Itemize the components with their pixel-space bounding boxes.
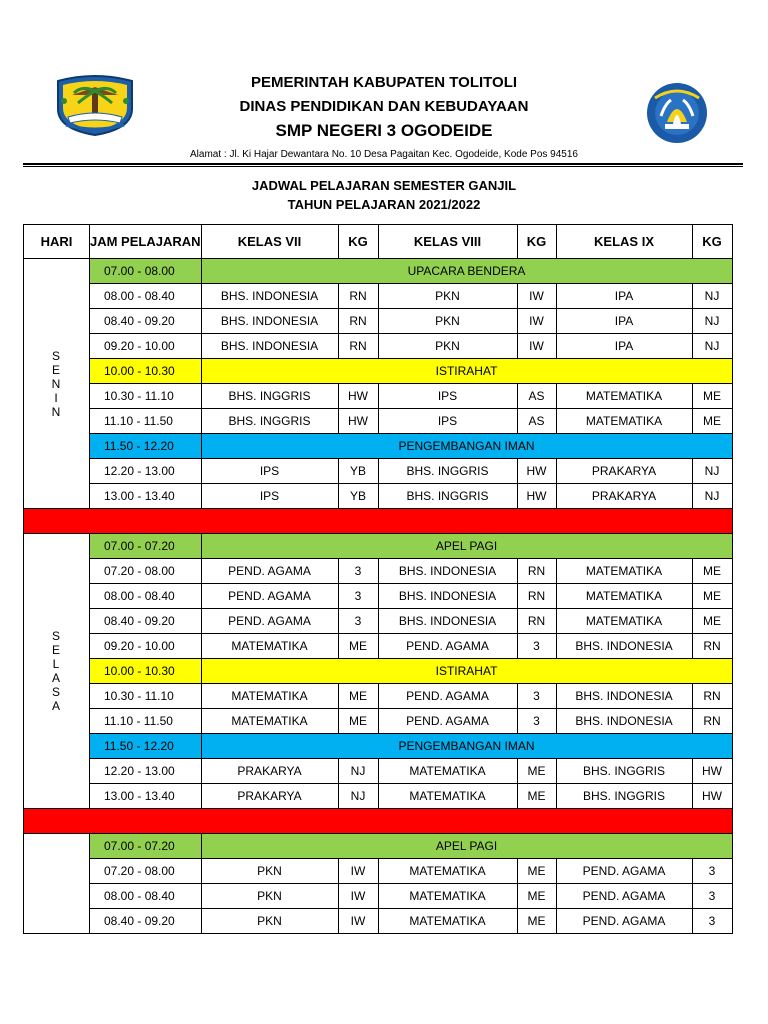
subject-cell: BHS. INGGRIS bbox=[556, 784, 692, 809]
subject-cell: MATEMATIKA bbox=[201, 684, 338, 709]
teacher-cell: RN bbox=[517, 584, 556, 609]
time-cell: 10.30 - 11.10 bbox=[90, 684, 202, 709]
time-cell: 09.20 - 10.00 bbox=[90, 334, 202, 359]
teacher-cell: ME bbox=[338, 684, 378, 709]
teacher-cell: HW bbox=[517, 459, 556, 484]
teacher-cell: AS bbox=[517, 409, 556, 434]
subject-cell: IPS bbox=[201, 459, 338, 484]
day-senin: S E N I N bbox=[24, 259, 90, 509]
col-kg-viii: KG bbox=[517, 225, 556, 259]
teacher-cell: 3 bbox=[338, 559, 378, 584]
subject-cell: PEND. AGAMA bbox=[378, 709, 517, 734]
table-row bbox=[24, 759, 733, 784]
table-row bbox=[24, 259, 733, 284]
table-row bbox=[24, 459, 733, 484]
subject-cell: MATEMATIKA bbox=[201, 709, 338, 734]
subject-cell: PEND. AGAMA bbox=[556, 909, 692, 934]
school-address: Alamat : Jl. Ki Hajar Dewantara No. 10 Desa Pagaitan Kec. Ogodeide, Kode Pos 94516 bbox=[189, 149, 578, 160]
col-kelas-ix: KELAS IX bbox=[556, 225, 692, 259]
subject-cell: PEND. AGAMA bbox=[556, 884, 692, 909]
time-cell: 08.40 - 09.20 bbox=[90, 909, 202, 934]
teacher-cell: HW bbox=[692, 784, 732, 809]
event-label: PENGEMBANGAN IMAN bbox=[201, 434, 732, 459]
time-cell: 08.00 - 08.40 bbox=[90, 584, 202, 609]
time-cell: 10.00 - 10.30 bbox=[90, 359, 202, 384]
subject-cell: MATEMATIKA bbox=[556, 559, 692, 584]
department-title: DINAS PENDIDIKAN DAN KEBUDAYAAN bbox=[239, 98, 529, 115]
event-label: PENGEMBANGAN IMAN bbox=[201, 734, 732, 759]
teacher-cell: HW bbox=[517, 484, 556, 509]
header-row bbox=[24, 225, 733, 259]
subject-cell: BHS. INDONESIA bbox=[556, 634, 692, 659]
teacher-cell: NJ bbox=[338, 759, 378, 784]
time-cell: 07.20 - 08.00 bbox=[90, 859, 202, 884]
teacher-cell: 3 bbox=[692, 909, 732, 934]
teacher-cell: IW bbox=[338, 884, 378, 909]
teacher-cell: ME bbox=[692, 584, 732, 609]
table-row bbox=[24, 709, 733, 734]
schedule-table bbox=[23, 224, 733, 934]
subject-cell: IPA bbox=[556, 334, 692, 359]
teacher-cell: ME bbox=[692, 609, 732, 634]
col-jam: JAM PELAJARAN bbox=[90, 225, 202, 259]
separator-cell bbox=[24, 509, 733, 534]
event-label: ISTIRAHAT bbox=[201, 659, 732, 684]
col-kelas-viii: KELAS VIII bbox=[378, 225, 517, 259]
time-cell: 08.00 - 08.40 bbox=[90, 884, 202, 909]
subject-cell: PEND. AGAMA bbox=[556, 859, 692, 884]
teacher-cell: YB bbox=[338, 484, 378, 509]
subject-cell: IPS bbox=[378, 409, 517, 434]
subject-cell: MATEMATIKA bbox=[556, 409, 692, 434]
table-row bbox=[24, 534, 733, 559]
subject-cell: PKN bbox=[378, 309, 517, 334]
event-label: APEL PAGI bbox=[201, 534, 732, 559]
teacher-cell: IW bbox=[517, 284, 556, 309]
teacher-cell: ME bbox=[517, 784, 556, 809]
teacher-cell: 3 bbox=[517, 709, 556, 734]
time-cell: 11.50 - 12.20 bbox=[90, 734, 202, 759]
letterhead bbox=[0, 0, 768, 170]
subject-cell: MATEMATIKA bbox=[378, 759, 517, 784]
time-cell: 07.00 - 08.00 bbox=[90, 259, 202, 284]
time-cell: 08.40 - 09.20 bbox=[90, 609, 202, 634]
subject-cell: IPS bbox=[201, 484, 338, 509]
teacher-cell: RN bbox=[338, 284, 378, 309]
time-cell: 08.00 - 08.40 bbox=[90, 284, 202, 309]
teacher-cell: RN bbox=[692, 684, 732, 709]
col-kelas-vii: KELAS VII bbox=[201, 225, 338, 259]
teacher-cell: ME bbox=[517, 884, 556, 909]
subject-cell: PKN bbox=[201, 884, 338, 909]
teacher-cell: 3 bbox=[692, 859, 732, 884]
teacher-cell: HW bbox=[338, 384, 378, 409]
table-row bbox=[24, 634, 733, 659]
col-kg-ix: KG bbox=[692, 225, 732, 259]
table-row bbox=[24, 834, 733, 859]
table-row bbox=[24, 334, 733, 359]
table-row bbox=[24, 859, 733, 884]
teacher-cell: ME bbox=[338, 709, 378, 734]
teacher-cell: ME bbox=[692, 384, 732, 409]
separator-cell bbox=[24, 809, 733, 834]
teacher-cell: 3 bbox=[517, 634, 556, 659]
table-row bbox=[24, 384, 733, 409]
subject-cell: MATEMATIKA bbox=[556, 384, 692, 409]
table-row bbox=[24, 784, 733, 809]
subject-cell: PKN bbox=[201, 909, 338, 934]
teacher-cell: RN bbox=[517, 559, 556, 584]
teacher-cell: RN bbox=[338, 334, 378, 359]
teacher-cell: ME bbox=[692, 559, 732, 584]
subject-cell: PKN bbox=[201, 859, 338, 884]
day-separator bbox=[24, 809, 733, 834]
school-name: SMP NEGERI 3 OGODEIDE bbox=[275, 121, 493, 140]
letterhead-rule-thin bbox=[23, 166, 743, 167]
subject-cell: PEND. AGAMA bbox=[201, 609, 338, 634]
table-row bbox=[24, 684, 733, 709]
day-selasa: S E L A S A bbox=[24, 534, 90, 809]
subject-cell: MATEMATIKA bbox=[201, 634, 338, 659]
time-cell: 09.20 - 10.00 bbox=[90, 634, 202, 659]
time-cell: 12.20 - 13.00 bbox=[90, 759, 202, 784]
time-cell: 07.00 - 07.20 bbox=[90, 834, 202, 859]
teacher-cell: HW bbox=[338, 409, 378, 434]
time-cell: 07.00 - 07.20 bbox=[90, 534, 202, 559]
teacher-cell: RN bbox=[338, 309, 378, 334]
table-row bbox=[24, 559, 733, 584]
subject-cell: PKN bbox=[378, 284, 517, 309]
subject-cell: MATEMATIKA bbox=[378, 884, 517, 909]
table-row bbox=[24, 609, 733, 634]
subject-cell: PEND. AGAMA bbox=[201, 584, 338, 609]
day-next bbox=[24, 834, 90, 934]
time-cell: 13.00 - 13.40 bbox=[90, 784, 202, 809]
col-kg-vii: KG bbox=[338, 225, 378, 259]
subject-cell: BHS. INDONESIA bbox=[378, 584, 517, 609]
teacher-cell: IW bbox=[517, 334, 556, 359]
time-cell: 11.10 - 11.50 bbox=[90, 709, 202, 734]
teacher-cell: 3 bbox=[692, 884, 732, 909]
subject-cell: MATEMATIKA bbox=[378, 859, 517, 884]
table-row bbox=[24, 484, 733, 509]
subject-cell: BHS. INDONESIA bbox=[556, 684, 692, 709]
schedule-title: JADWAL PELAJARAN SEMESTER GANJIL bbox=[251, 178, 517, 193]
subject-cell: PRAKARYA bbox=[556, 459, 692, 484]
teacher-cell: HW bbox=[692, 759, 732, 784]
time-cell: 12.20 - 13.00 bbox=[90, 459, 202, 484]
table-row bbox=[24, 584, 733, 609]
table-row bbox=[24, 434, 733, 459]
teacher-cell: NJ bbox=[692, 334, 732, 359]
table-row bbox=[24, 409, 733, 434]
table-row bbox=[24, 309, 733, 334]
academic-year: TAHUN PELAJARAN 2021/2022 bbox=[287, 197, 481, 212]
subject-cell: PRAKARYA bbox=[201, 784, 338, 809]
table-row bbox=[24, 659, 733, 684]
teacher-cell: NJ bbox=[338, 784, 378, 809]
table-row bbox=[24, 284, 733, 309]
teacher-cell: NJ bbox=[692, 484, 732, 509]
teacher-cell: NJ bbox=[692, 284, 732, 309]
subject-cell: MATEMATIKA bbox=[378, 784, 517, 809]
subject-cell: PEND. AGAMA bbox=[201, 559, 338, 584]
teacher-cell: 3 bbox=[338, 609, 378, 634]
subject-cell: IPA bbox=[556, 284, 692, 309]
teacher-cell: ME bbox=[517, 909, 556, 934]
subject-cell: PRAKARYA bbox=[556, 484, 692, 509]
subject-cell: BHS. INGGRIS bbox=[556, 759, 692, 784]
teacher-cell: RN bbox=[692, 634, 732, 659]
teacher-cell: IW bbox=[338, 909, 378, 934]
time-cell: 13.00 - 13.40 bbox=[90, 484, 202, 509]
subject-cell: BHS. INDONESIA bbox=[201, 284, 338, 309]
table-row bbox=[24, 909, 733, 934]
teacher-cell: ME bbox=[517, 759, 556, 784]
teacher-cell: IW bbox=[517, 309, 556, 334]
time-cell: 10.00 - 10.30 bbox=[90, 659, 202, 684]
table-row bbox=[24, 734, 733, 759]
event-label: ISTIRAHAT bbox=[201, 359, 732, 384]
subject-cell: BHS. INDONESIA bbox=[201, 309, 338, 334]
subject-cell: BHS. INGGRIS bbox=[378, 459, 517, 484]
time-cell: 10.30 - 11.10 bbox=[90, 384, 202, 409]
teacher-cell: ME bbox=[692, 409, 732, 434]
subject-cell: PEND. AGAMA bbox=[378, 634, 517, 659]
event-label: APEL PAGI bbox=[201, 834, 732, 859]
teacher-cell: YB bbox=[338, 459, 378, 484]
subject-cell: BHS. INDONESIA bbox=[378, 609, 517, 634]
teacher-cell: ME bbox=[338, 634, 378, 659]
time-cell: 11.10 - 11.50 bbox=[90, 409, 202, 434]
government-title: PEMERINTAH KABUPATEN TOLITOLI bbox=[250, 74, 518, 91]
subject-cell: MATEMATIKA bbox=[378, 909, 517, 934]
subject-cell: MATEMATIKA bbox=[556, 609, 692, 634]
subject-cell: PKN bbox=[378, 334, 517, 359]
table-row bbox=[24, 359, 733, 384]
subject-cell: BHS. INGGRIS bbox=[378, 484, 517, 509]
teacher-cell: IW bbox=[338, 859, 378, 884]
subject-cell: IPA bbox=[556, 309, 692, 334]
subject-cell: BHS. INDONESIA bbox=[378, 559, 517, 584]
col-hari: HARI bbox=[24, 225, 90, 259]
subject-cell: BHS. INGGRIS bbox=[201, 384, 338, 409]
subject-cell: BHS. INDONESIA bbox=[201, 334, 338, 359]
subject-cell: BHS. INGGRIS bbox=[201, 409, 338, 434]
time-cell: 07.20 - 08.00 bbox=[90, 559, 202, 584]
tut-wuri-handayani-logo-icon bbox=[635, 82, 719, 144]
teacher-cell: RN bbox=[517, 609, 556, 634]
time-cell: 11.50 - 12.20 bbox=[90, 434, 202, 459]
teacher-cell: RN bbox=[692, 709, 732, 734]
table-row bbox=[24, 884, 733, 909]
letterhead-rule-thick bbox=[23, 163, 743, 165]
subject-cell: PEND. AGAMA bbox=[378, 684, 517, 709]
teacher-cell: 3 bbox=[517, 684, 556, 709]
subject-cell: BHS. INDONESIA bbox=[556, 709, 692, 734]
teacher-cell: NJ bbox=[692, 459, 732, 484]
teacher-cell: 3 bbox=[338, 584, 378, 609]
teacher-cell: ME bbox=[517, 859, 556, 884]
subject-cell: IPS bbox=[378, 384, 517, 409]
teacher-cell: AS bbox=[517, 384, 556, 409]
subject-cell: PRAKARYA bbox=[201, 759, 338, 784]
teacher-cell: NJ bbox=[692, 309, 732, 334]
day-separator bbox=[24, 509, 733, 534]
time-cell: 08.40 - 09.20 bbox=[90, 309, 202, 334]
subject-cell: MATEMATIKA bbox=[556, 584, 692, 609]
event-label: UPACARA BENDERA bbox=[201, 259, 732, 284]
